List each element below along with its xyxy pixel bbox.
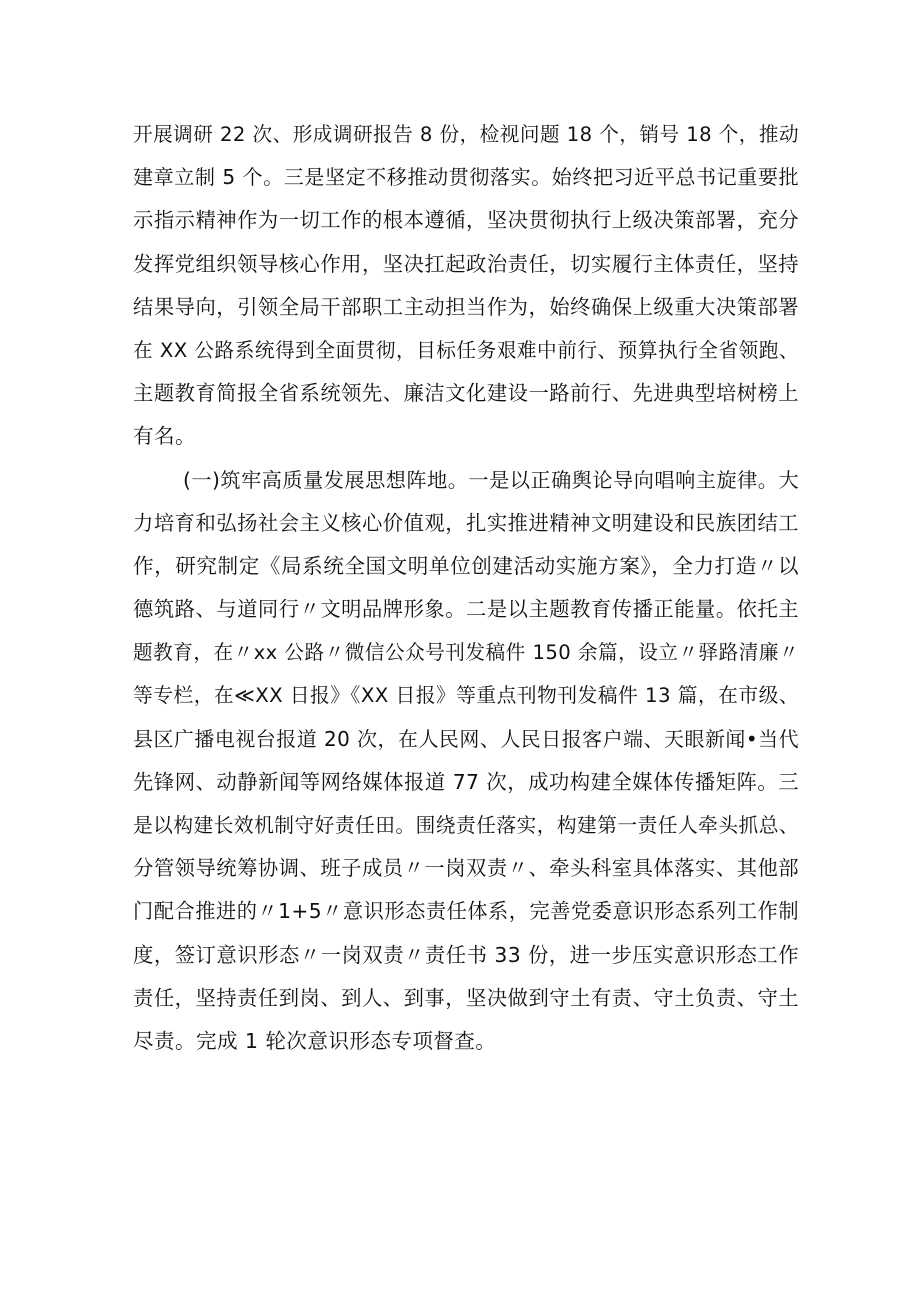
paragraph-line: 结果导向，引领全局干部职工主动担当作为，始终确保上级重大决策部署 [133,294,799,319]
paragraph-line: 责任，坚持责任到岗、到人、到事，坚决做到守土有责、守土负责、守土 [133,985,799,1010]
paragraph-line: 等专栏，在≪XX 日报》《XX 日报》等重点刊物刊发稿件 13 篇，在市级、 [133,684,799,708]
paragraph-line: 先锋网、动静新闻等网络媒体报道 77 次，成功构建全媒体传播矩阵。三 [133,769,799,794]
paragraph-line: 门配合推进的〃1+5〃意识形态责任体系，完善党委意识形态系列工作制 [133,899,799,924]
paragraph-line: 题教育，在〃xx 公路〃微信公众号刊发稿件 150 余篇，设立〃驿路清廉〃 [133,641,799,665]
paragraph-line: 建章立制 5 个。三是坚定不移推动贯彻落实。始终把习近平总书记重要批 [133,165,799,190]
paragraph-line: 是以构建长效机制守好责任田。围绕责任落实，构建第一责任人牵头抓总、 [133,814,799,837]
paragraph-line: 示指示精神作为一切工作的根本遵循，坚决贯彻执行上级决策部署，充分 [133,208,799,233]
paragraph-line: 作，研究制定《局系统全国文明单位创建活动实施方案》，全力打造〃以 [133,553,799,578]
paragraph-first-line: (一)筑牢高质量发展思想阵地。一是以正确舆论导向唱响主旋律。大 [183,467,799,492]
document-body [133,113,799,1063]
paragraph-line: 主题教育简报全省系统领先、廉洁文化建设一路前行、先进典型培树榜上 [133,381,799,406]
paragraph-line: 力培育和弘扬社会主义核心价值观，扎实推进精神文明建设和民族团结工 [133,510,799,535]
paragraph-line: 县区广播电视台报道 20 次，在人民网、人民日报客户端、天眼新闻•当代 [133,726,799,751]
paragraph-line: 度，签订意识形态〃一岗双责〃责任书 33 份，进一步压实意识形态工作 [133,942,799,967]
paragraph-line: 德筑路、与道同行〃文明品牌形象。二是以主题教育传播正能量。依托主 [133,597,799,622]
paragraph-line: 分管领导统筹协调、班子成员〃一岗双责〃、牵头科室具体落实、其他部 [133,856,799,881]
paragraph-line: 有名。 [133,424,196,449]
paragraph-line: 在 XX 公路系统得到全面贯彻，目标任务艰难中前行、预算执行全省领跑、 [133,338,799,362]
paragraph-line: 开展调研 22 次、形成调研报告 8 份，检视问题 18 个，销号 18 个，推动 [133,123,799,146]
paragraph-line: 发挥党组织领导核心作用，坚决扛起政治责任，切实履行主体责任，坚持 [133,251,799,276]
paragraph-line: 尽责。完成 1 轮次意识形态专项督查。 [133,1028,497,1053]
